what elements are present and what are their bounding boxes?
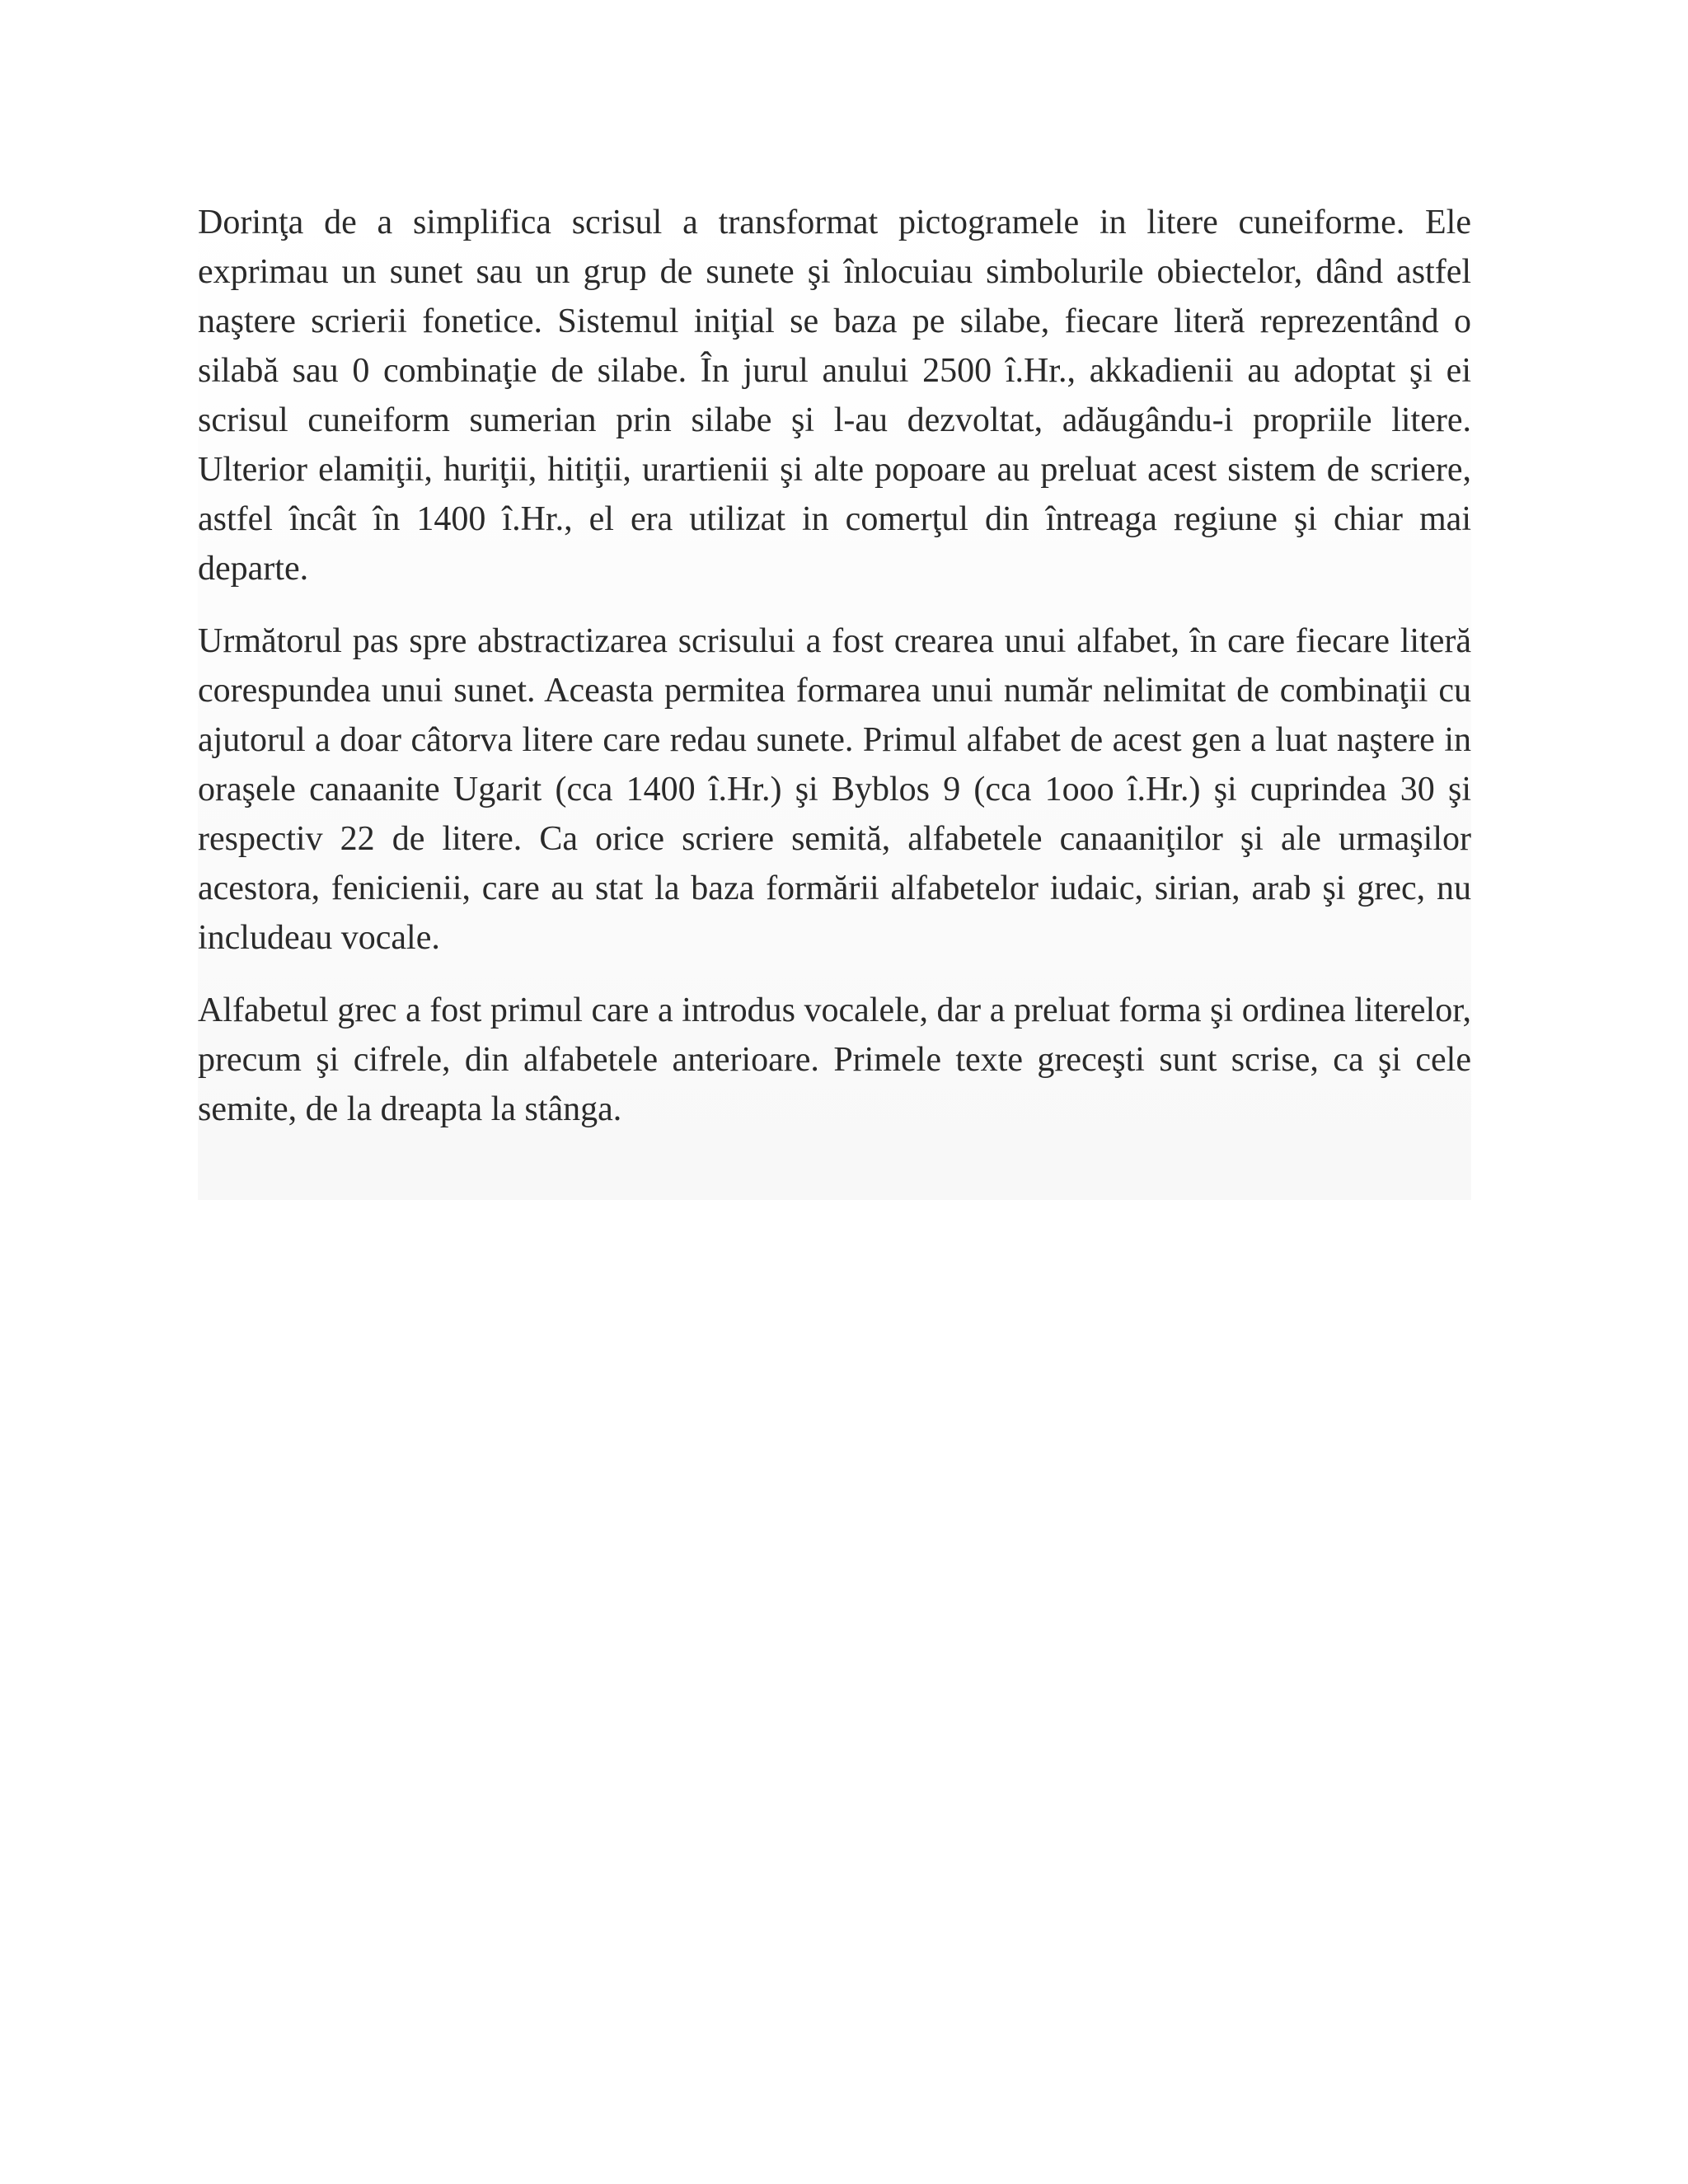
paragraph-alphabet: Următorul pas spre abstractizarea scrisului a fost crearea unui alfabet, în care fiecare literă corespundea unui sunet. Aceasta permitea formarea unui număr nelimitat de combinaţii cu ajutorul a doar câtorva litere care redau sunete. Primul alfabet de acest gen a luat naştere in oraşele canaanite Ugarit (cca 1400 î.Hr.) şi Byblos 9 (cca 1ooo î.Hr.) şi cuprindea 30 şi respectiv 22 de litere. Ca orice scriere semită, alfabetele canaaniţilor şi ale urmaşilor acestora, fenicienii, care au stat la baza formării alfabetelor iudaic, sirian, arab şi grec, nu includeau vocale.	[198, 622, 1471, 957]
text-block	[198, 198, 1471, 1200]
paragraph-greek-alphabet: Alfabetul grec a fost primul care a introdus vocalele, dar a preluat forma şi ordinea literelor, precum şi cifrele, din alfabetele anterioare. Primele texte greceşti sunt scrise, ca şi cele semite, de la dreapta la stânga.	[198, 991, 1471, 1128]
paragraph-cuneiform: Dorinţa de a simplifica scrisul a transformat pictogramele in litere cuneiforme. Ele exprimau un sunet sau un grup de sunete şi înlocuiau simbolurile obiectelor, dând astfel naştere scrierii fonetice. Sistemul iniţial se baza pe silabe, fiecare literă reprezentând o silabă sau 0 combinaţie de silabe. În jurul anului 2500 î.Hr., akkadienii au adoptat şi ei scrisul cuneiform sumerian prin silabe şi l-au dezvoltat, adăugându-i propriile litere. Ulterior elamiţii, huriţii, hitiţii, urartienii şi alte popoare au preluat acest sistem de scriere, astfel încât în 1400 î.Hr., el era utilizat in comerţul din întreaga regiune şi chiar mai departe.	[198, 204, 1471, 588]
